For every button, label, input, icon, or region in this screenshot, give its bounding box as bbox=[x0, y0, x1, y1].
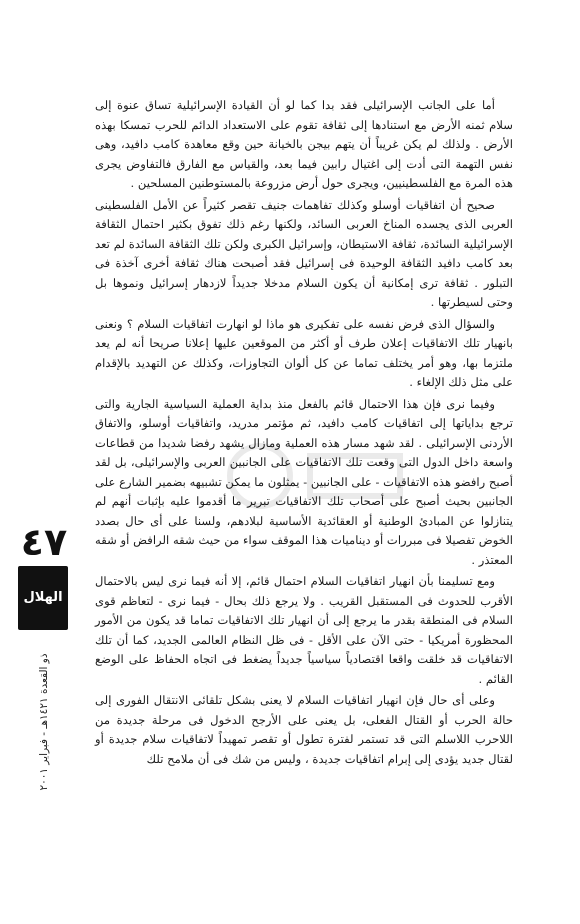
issue-date-text: ذو القعدة ١٤٢١هـ - فبراير ٢٠٠١ bbox=[38, 653, 50, 791]
paragraph-1: أما على الجانب الإسرائيلى فقد بدا كما لو أن القيادة الإسرائيلية تساق عنوة إلى سلام ثمنه الأرض مع استنادها إلى ثقافة تقوم على الاستعداد الدائم للحرب تمسكا بهذه الأرض . ولذلك لم يكن غريباً أن يتهم بيجن بالخيانة حين وقع معاهدة كامب دافيد، وهى نفس التهمة التى أدت إلى اغتيال رابين فيما بعد، والقياس مع الفارق فالتفاوض يجرى هذه المرة مع الفلسطينيين، ويجرى حول أرض مزروعة بالمستوطنين المسلحين . bbox=[95, 98, 513, 190]
paragraph-3: والسؤال الذى فرض نفسه على تفكيرى هو ماذا لو انهارت اتفاقيات السلام ؟ ونعنى بانهيار تلك الاتفاقيات إعلان طرف أو أكثر من الموقعين عليها إعلانا صريحا أنه لم يعد ملتزما بها، وهو أمر يختلف تماما عن كل ألوان التجاوزات، وكذلك عن التهديد بالإقدام على مثل ذلك الإلغاء . bbox=[95, 316, 513, 389]
watermark-graphic bbox=[220, 436, 420, 516]
magazine-logo-text: الهلال bbox=[23, 590, 63, 605]
paragraph-4: وفيما نرى فإن هذا الاحتمال قائم بالفعل منذ بداية العملية السياسية الجارية والتى ترجع بداياتها إلى اتفاقيات كامب دافيد، ثم مؤتمر مدريد، واتفاقيات أوسلو، والاتفاق الأردنى الإسرائيلى . لقد شهد مسار هذه العملية ومازال يشهد رفضا شديدا من قطاعات واسعة داخل الدول التى وقعت تلك الاتفاقيات على الجانبين العربى والإسرائيلى، بل لقد أصبح رافضو هذه الاتفاقيات - على الجانبين - يمثلون ما يمكن تشبيهه بضمير الشارع على الجانبين بحيث أصبح على أصحاب تلك الاتفاقيات تبرير ما أقدموا عليه بإثبات أنهم لم يتنازلوا عن المبادئ الوطنية أو العقائدية الأساسية لبلادهم، ولسنا على أى حال بصدد الخوض تفصيلا فى مبررات أو ديناميات هذا الموقف سواء من حيث شقه الرافض أو شقه المعتذر . bbox=[95, 396, 513, 567]
page-number: ٤٧ bbox=[20, 520, 68, 564]
article-body bbox=[95, 96, 513, 771]
paragraph-2: صحيح أن اتفاقيات أوسلو وكذلك تفاهمات جنيف تقصر كثيراً عن الأمل الفلسطينى العربى الذى يجسده المناخ العربى السائد، ولكنها رغم ذلك تفوق بكثير احتمال الثقافة الإسرائيلية السائدة، ثقافة الاستيطان، وإسرائيل الكبرى ولكن تلك الثقافة السائدة لم تعد بعد كامب دافيد الثقافة الوحيدة فى إسرائيل فقد أصبحت هناك ثقافة أخرى آخذة فى التبلور . ثقافة ترى إمكانية أن يكون السلام مدخلا جديداً لازدهار إسرائيل ونموها بل وحتى لسيطرتها . bbox=[95, 197, 513, 309]
paragraph-5: ومع تسليمنا بأن انهيار اتفاقيات السلام احتمال قائم، إلا أنه فيما نرى ليس بالاحتمال الأقرب للحدوث فى المستقبل القريب . ولا يرجع ذلك بحال - فيما نرى - لتعاظم قوى السلام فى المنطقة بقدر ما يرجع إلى أن انهيار تلك الاتفاقيات تماما قد يكون من الأمور المحظورة أمريكيا - حتى الآن على الأقل - فى ظل النظام العالمى الجديد، كما أن تلك الاتفاقيات قد خلقت واقعا اقتصادياً سياسياً جديداً يضغط فى اتجاه الحفاظ على الوضع القائم . bbox=[95, 574, 513, 686]
magazine-logo bbox=[18, 566, 68, 630]
issue-date bbox=[14, 642, 74, 802]
paragraph-6: وعلى أى حال فإن انهيار اتفاقيات السلام لا يعنى بشكل تلقائى الانتقال الفورى إلى حالة الحرب أو القتال الفعلى، بل يعنى على الأرجح الدخول فى مرحلة جديدة من اللاحرب اللاسلم التى قد تستمر لفترة تطول أو تقصر تمهيداً لاتفاقيات سلام جديدة أو لقتال جديد يؤدى إلى إبرام اتفاقيات جديدة ، وليس من شك فى أن ملامح تلك bbox=[95, 693, 513, 766]
